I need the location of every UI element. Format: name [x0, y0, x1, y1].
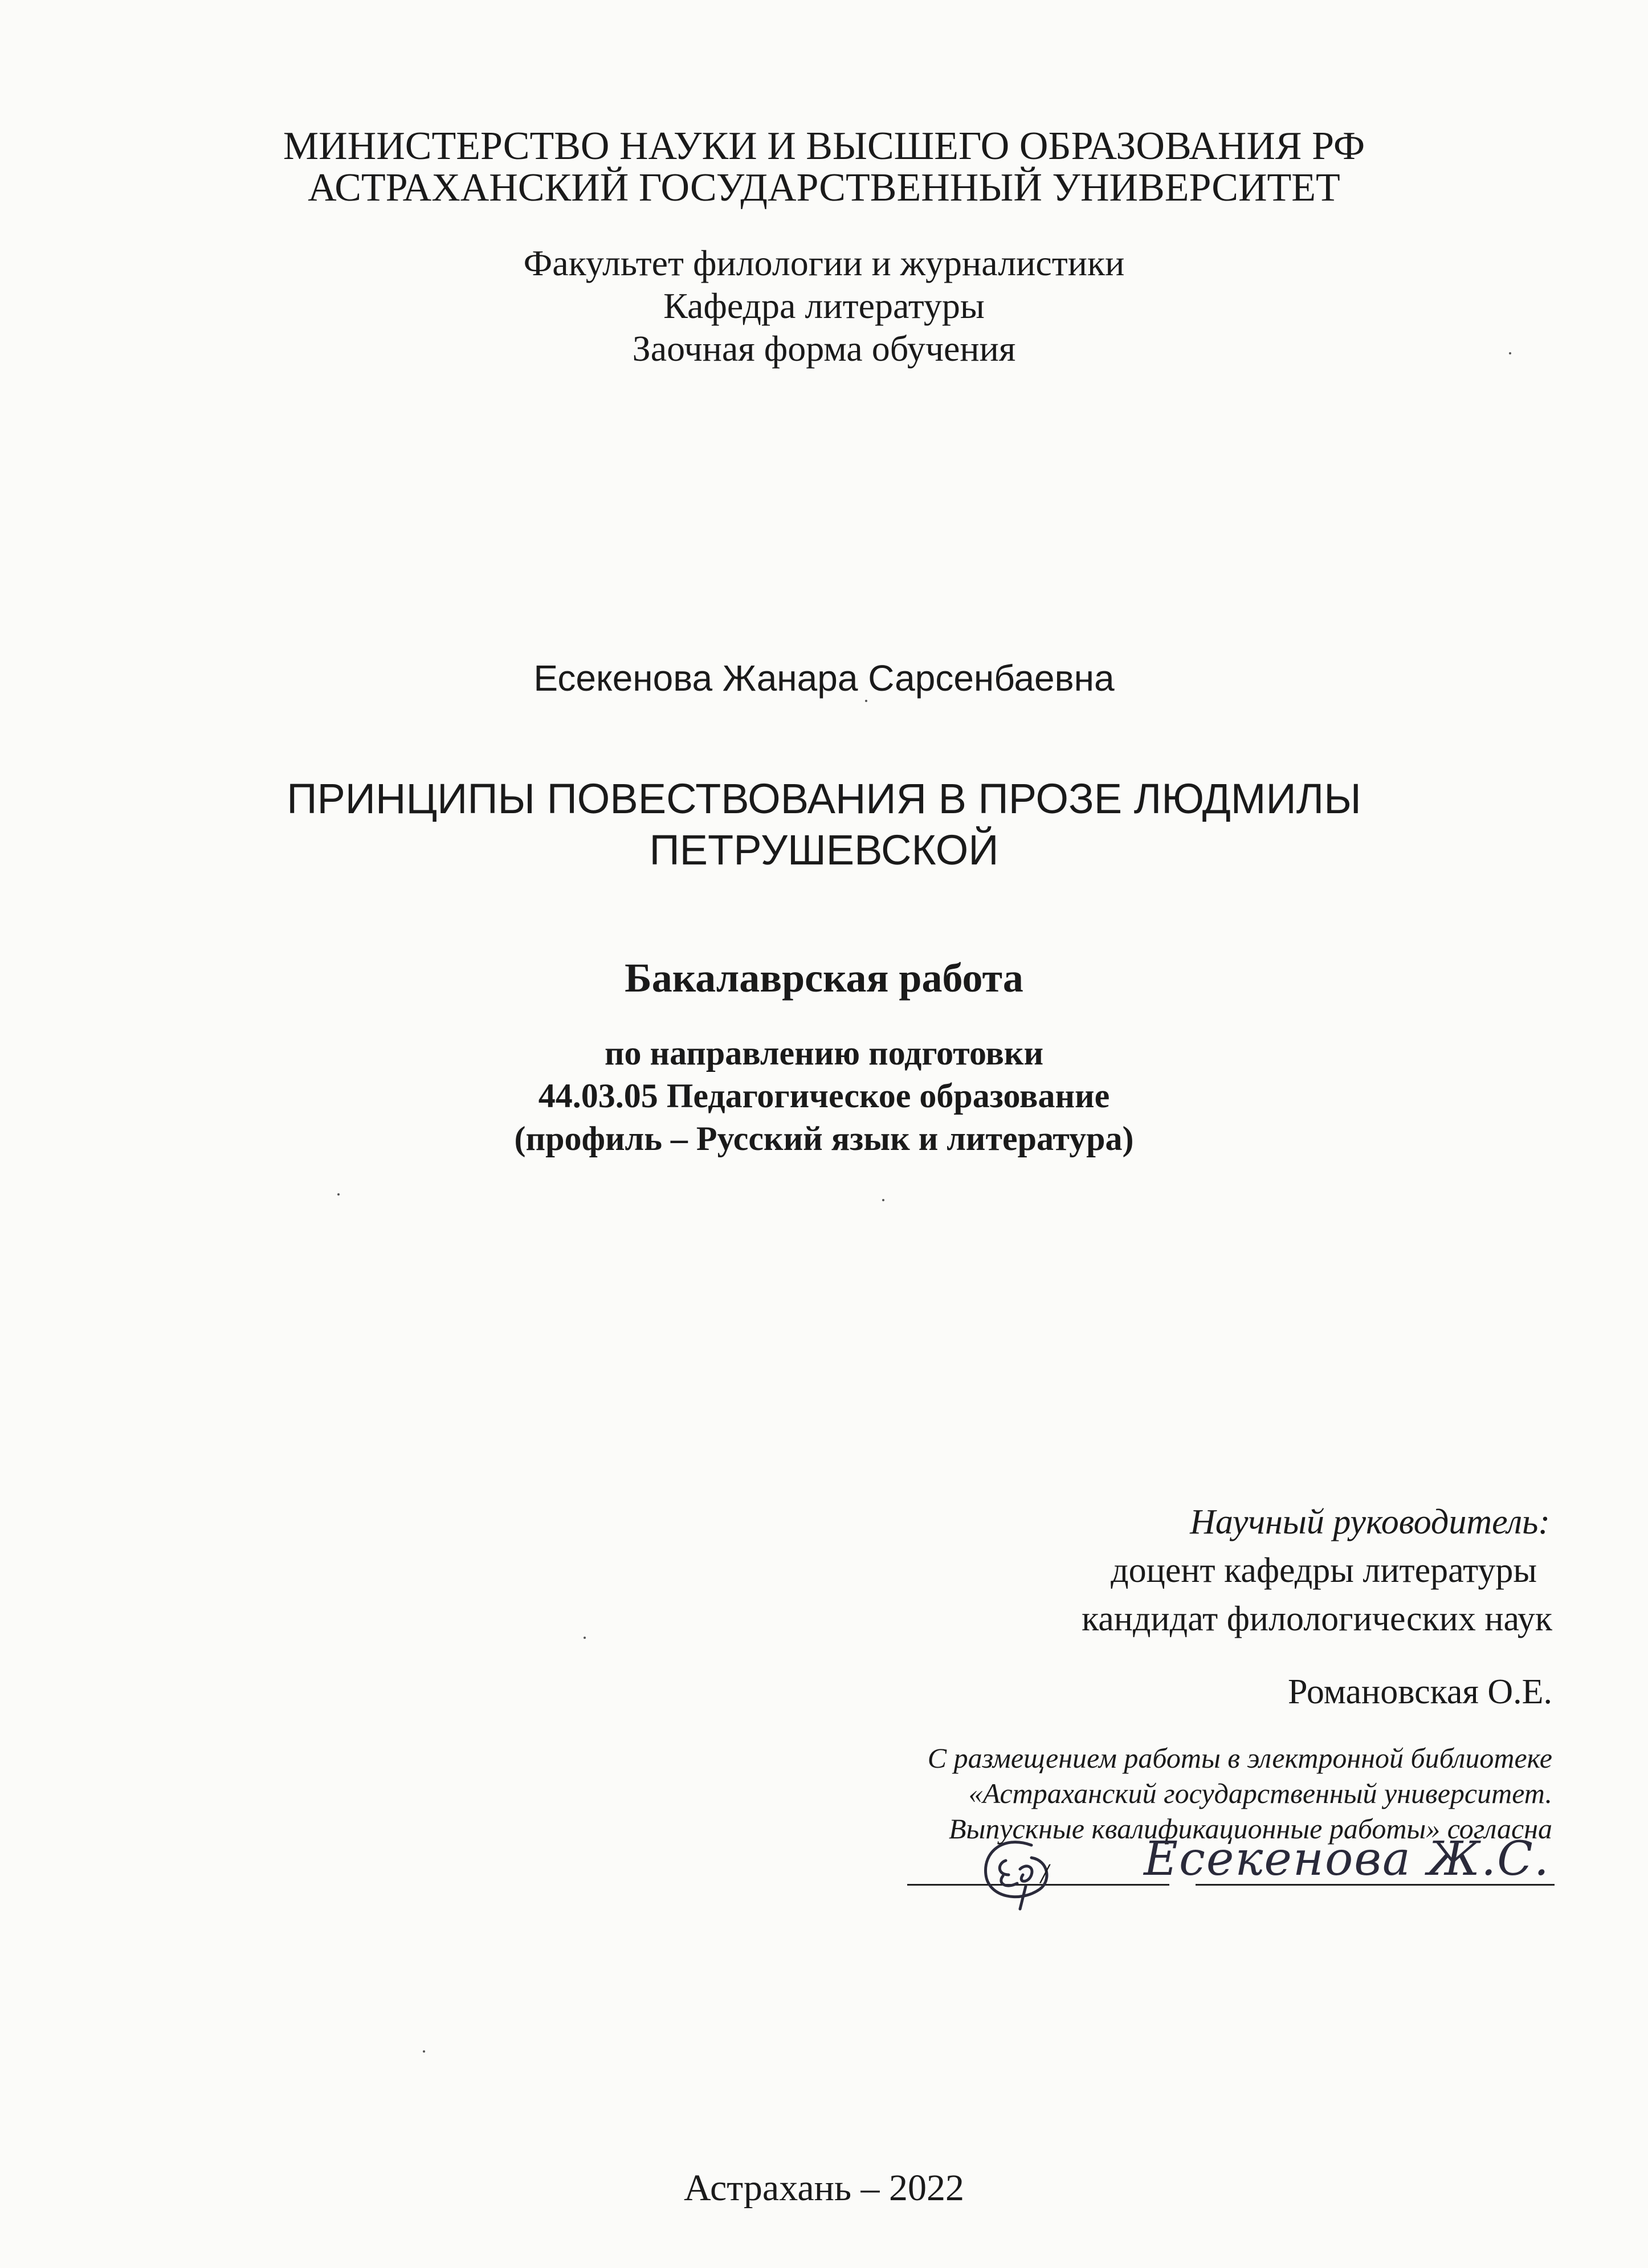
university-name: АСТРАХАНСКИЙ ГОСУДАРСТВЕННЫЙ УНИВЕРСИТЕТ: [308, 166, 1340, 210]
work-type: Бакалаврская работа: [625, 955, 1023, 1001]
scan-speck: [1509, 352, 1511, 354]
scan-speck: [584, 1637, 586, 1639]
direction-intro: по направлению подготовки: [604, 1034, 1044, 1072]
handwritten-signature: [963, 1829, 1077, 1915]
supervisor-name: Романовская О.Е.: [1287, 1673, 1552, 1711]
thesis-title-line2: ПЕТРУШЕВСКОЙ: [649, 826, 999, 874]
study-form: Заочная форма обучения: [632, 328, 1016, 369]
consent-line2: «Астраханский государственный университет.: [968, 1777, 1552, 1809]
scan-speck: [423, 2050, 425, 2053]
author-name: Есекенова Жанара Сарсенбаевна: [533, 658, 1115, 699]
supervisor-label: Научный руководитель:: [1190, 1503, 1550, 1541]
department-name: Кафедра литературы: [663, 285, 985, 326]
supervisor-position: доцент кафедры литературы: [1111, 1551, 1537, 1590]
profile: (профиль – Русский язык и литература): [514, 1120, 1134, 1157]
ministry-name: МИНИСТЕРСТВО НАУКИ И ВЫСШЕГО ОБРАЗОВАНИЯ РФ: [283, 124, 1365, 168]
faculty-name: Факультет филологии и журналистики: [523, 243, 1125, 283]
scan-speck: [337, 1193, 340, 1196]
thesis-title-line1: ПРИНЦИПЫ ПОВЕСТВОВАНИЯ В ПРОЗЕ ЛЮДМИЛЫ: [287, 775, 1361, 822]
direction-code: 44.03.05 Педагогическое образование: [538, 1077, 1110, 1115]
city-year: Астрахань – 2022: [683, 2167, 965, 2209]
consent-line1: С размещением работы в электронной библиотеке: [927, 1742, 1552, 1774]
scan-speck: [865, 700, 867, 702]
signature-separator: /: [1041, 1857, 1049, 1889]
scan-speck: [882, 1199, 884, 1201]
handwritten-name: Есекенова Ж.С.: [1144, 1832, 1550, 1886]
consent-line3: Выпускные квалификационные работы» согласна: [948, 1813, 1552, 1845]
supervisor-degree: кандидат филологических наук: [1082, 1600, 1552, 1638]
